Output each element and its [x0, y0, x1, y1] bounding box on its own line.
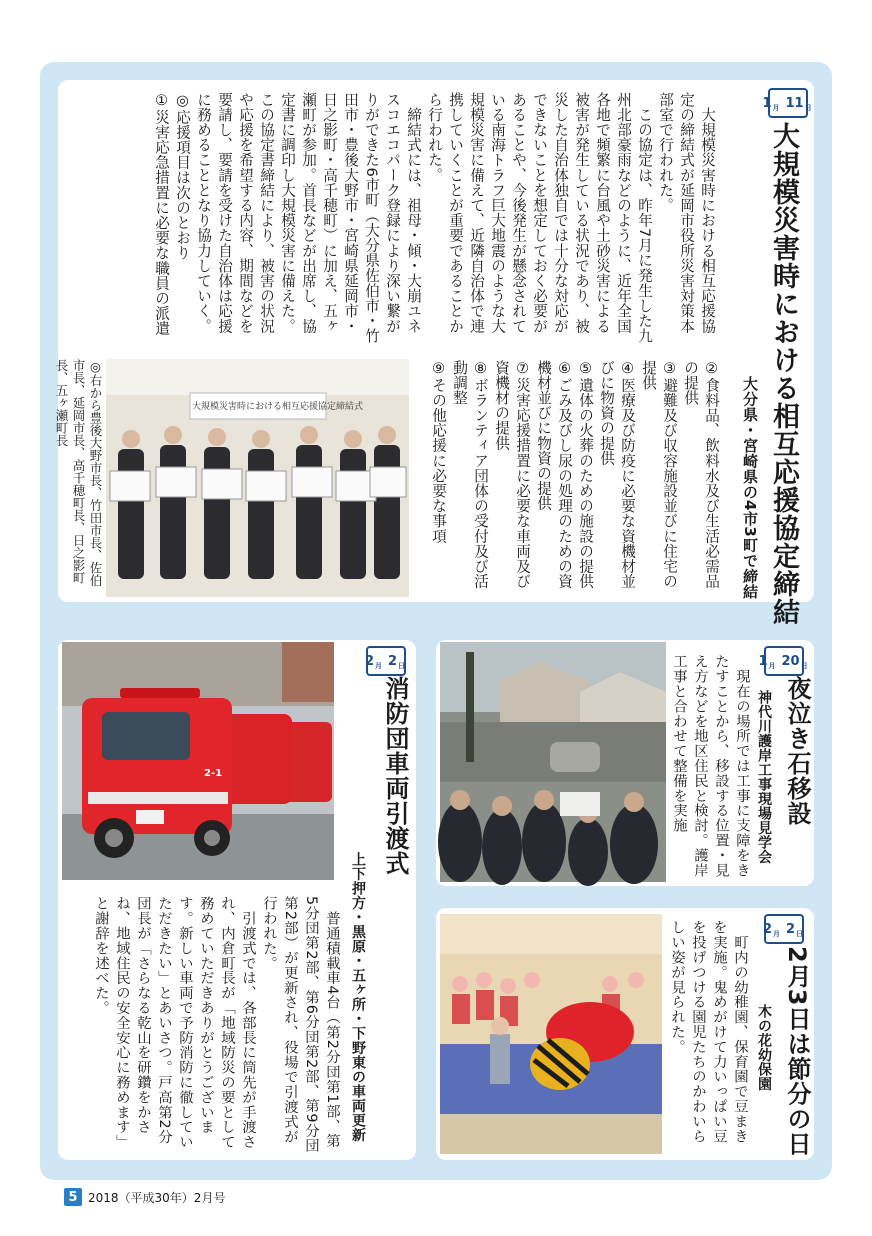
article-body-upper: 大規模災害時における相互応援協定の締結式が延岡市役所災害対策本部室で行われた。 この協定は、昨年7月に発生した九州北部豪雨などのように、近年全国各地で頻繁に台風や土砂災害による被害が発生している状況であり、被災した自治体独自では十分な対応ができないことを想定しておく必要があることや、今後発生が懸念されている南海トラフ巨大地震のような大規模災害に備えて、近隣自治体で連携していくことが重要であることから行われた。 締結式には、祖母・傾・大崩ユネスコエコパーク登録により深い繋がりができた6市町（大分県佐伯市・竹田市・豊後大野市・宮崎県延岡市・日之影町・高千穂町）に加え、五ヶ瀬町が参加。首長などが出席し、協定書に調印し大規模災害に備えた。この協定書締結により、被害の状況や応援を希望する内容、期間などを要請し、要請を受けた自治体は応援に務めることとなり協力していく。 ◎応援項目は次のとおり ①災害応急措置に必要な職員の派遣 — [153, 92, 716, 344]
article-subtitle: 上下押方・黒原・五ヶ所・下野東の車両更新 — [350, 852, 366, 1142]
site-tour-photo — [440, 642, 666, 882]
date-day: 20 — [781, 653, 800, 669]
date-day: 2 — [388, 653, 398, 669]
day-unit: 日 — [796, 930, 804, 938]
fire-truck-photo — [62, 642, 334, 880]
day-unit: 日 — [800, 662, 808, 670]
date-month: 2 — [364, 653, 374, 669]
article-yonaki-stone — [436, 640, 814, 886]
site-tour-illustration — [440, 642, 666, 882]
article-body-lower: ②食料品、飲料水及び生活必需品の提供 ③避難及び収容施設並びに住宅の提供 ④医療及び防疫に必要な資機材並びに物資の提供 ⑤遺体の火葬のための施設の提供 ⑥ごみ及びし尿の処理のための資機材並びに物資の提供 ⑦災害応援措置に必要な車両及び資機材の提供 ⑧ボランティア団体の受付及び活動調整 ⑨その他応援に必要な事項 — [430, 360, 720, 589]
month-unit: 月 — [772, 104, 780, 112]
page-number: 5 — [64, 1188, 82, 1206]
article-title: 夜泣き石移設 — [783, 676, 811, 826]
page-footer — [64, 1188, 225, 1206]
date-badge — [758, 646, 808, 676]
article-fire-trucks — [58, 640, 416, 1160]
month-unit: 月 — [375, 662, 382, 670]
signing-ceremony-illustration — [106, 359, 409, 597]
month-unit: 月 — [768, 662, 776, 670]
photo-caption: ◎右から豊後大野市長、竹田市長、佐伯市長、延岡市長、高千穂町長、日之影町長、五ヶ瀬町長 — [54, 359, 103, 587]
article-subtitle: 大分県・宮崎県の4市3町で締結 — [741, 376, 759, 600]
article-body: 現在の場所では工事に支障をきたすことから、移設する位置・見え方などを地区住民と検討。護岸工事と合わせて整備を実施 — [671, 654, 750, 878]
article-setsubun — [436, 908, 814, 1160]
article-title: 消防団車両引渡式 — [381, 676, 409, 876]
month-unit: 月 — [773, 930, 780, 938]
date-month: 1 — [758, 653, 768, 669]
date-badge — [764, 914, 804, 944]
issue-label: 2018（平成30年）2月号 — [88, 1190, 226, 1205]
article-body: 町内の幼稚園、保育園で豆まきを実施。鬼めがけて力いっぱい豆を投げつける園児たちのかわいらしい姿が見られた。 — [669, 920, 748, 1144]
article-mutual-aid — [54, 80, 814, 626]
fire-truck-illustration — [62, 642, 334, 880]
setsubun-illustration — [440, 914, 662, 1154]
article-title: 2月3日は節分の日 — [783, 946, 811, 1157]
date-month: 2 — [762, 921, 772, 937]
ceremony-banner-text: 大規模災害時における相互応援協定締結式 — [192, 402, 364, 412]
signing-ceremony-photo — [106, 359, 409, 597]
date-badge — [762, 88, 812, 118]
article-subtitle: 木の花幼保園 — [756, 1004, 772, 1091]
date-day: 11 — [785, 95, 804, 111]
article-subtitle: 神代川護岸工事現場見学会 — [756, 690, 772, 864]
day-unit: 日 — [398, 662, 406, 670]
setsubun-photo — [440, 914, 662, 1154]
date-month: 1 — [762, 95, 772, 111]
date-badge — [366, 646, 406, 676]
truck-plate-number: 2-1 — [204, 768, 223, 779]
date-day: 2 — [786, 921, 796, 937]
article-body: 普通積載車4台（第2分団第1部、第5分団第2部、第6分団第2部、第9分団第2部）が更新され、役場で引渡式が行われた。 引渡式では、各部長に筒先が手渡され、内倉町長が「地域防災の要として務めていただきありがとうございます。新しい車両で予防消防に徹していただきたい」とあいさつ。戸高第2分団長が「さらなる乾山を研鑽をかさね、地域住民の安全安心に務めます」と謝辞を述べた。 — [93, 896, 340, 1153]
article-title: 大規模災害時における相互応援協定締結 — [768, 122, 799, 626]
day-unit: 日 — [804, 104, 812, 112]
